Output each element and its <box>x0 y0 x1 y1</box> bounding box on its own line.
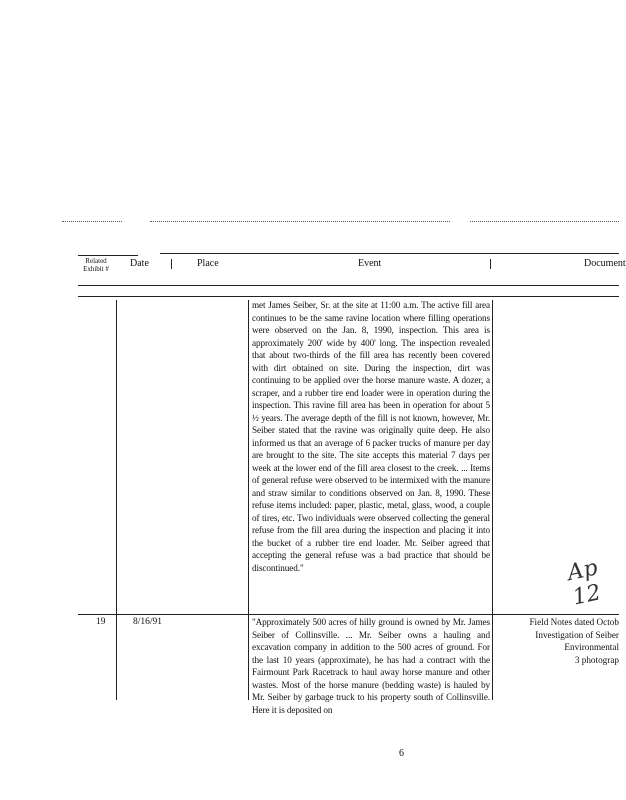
header-dotted-rule-left <box>62 221 122 222</box>
header-bottom-rule-2 <box>78 296 619 297</box>
header-tick-1 <box>171 259 172 269</box>
row-2-event-text: "Approximately 500 acres of hilly ground is owned by Mr. James Seiber of Collinsville. ... Mr. Seiber owns a hauling and excavation company in addition to the 500 acres of ground. For the last 10 years (approximate), he has had a contract with the Fairmount Park Racetrack to haul away horse manure and other wastes. Most of the horse manure (bedding waste) is hauled by Mr. Seiber by garbage truck to his property south of Collinsville. Here it is deposited on <box>252 617 490 715</box>
header-exhibit-label: Related Exhibit # <box>83 257 109 273</box>
header-top-rule-left <box>78 255 138 256</box>
header-event-label: Event <box>358 258 382 269</box>
column-rule-event-right <box>492 300 493 700</box>
header-date-label: Date <box>130 258 149 269</box>
page-number: 6 <box>399 748 404 759</box>
header-bottom-rule <box>78 285 619 286</box>
row-2-document-text: Field Notes dated Octob Investigation of Seiber Environmental 3 photograp <box>529 617 619 665</box>
header-document-label: Document <box>584 258 626 269</box>
header-tick-2 <box>490 259 491 269</box>
header-top-rule <box>160 253 619 254</box>
column-rule-place-left <box>248 300 249 700</box>
column-rule-exhibit <box>116 300 117 700</box>
header-dotted-rule-mid <box>150 221 450 222</box>
row-separator <box>78 614 619 615</box>
header-dotted-rule-right <box>470 221 619 222</box>
row-1-event-text: met James Seiber, Sr. at the site at 11:00 a.m. The active fill area continues to be the same ravine location where filling operations were observed on the Jan. 8, 1990, inspection. This area is approximately 200' wide by 400' long. The inspection revealed that about two-thirds of the fill area has recently been covered with dirt obtained on site. During the inspection, dirt was continuing to be applied over the horse manure waste. A dozer, a scraper, and a rubber tire end loader were in operation during the inspection. This ravine fill area has been in operation for about 5 ½ years. The average depth of the fill is not known, however, Mr. Seiber stated that the ravine was originally quite deep. He also informed us that an average of 6 packer trucks of manure per day are brought to the site. The site accepts this material 7 days per week at the lower end of the fill area closest to the creek. ... Items of general refuse were observed to be intermixed with the manure and straw similar to conditions observed on Jan. 8, 1990. These refuse items included: paper, plastic, metal, glass, wood, a couple of tires, etc. Two individuals were observed collecting the general refuse from the fill area during the inspection and placing it into the bucket of a rubber tire end loader. Mr. Seiber agreed that accepting the general refuse was a bad practice that should be discontinued." <box>252 300 490 573</box>
row-2-number: 19 <box>96 617 106 627</box>
header-place-label: Place <box>197 258 219 269</box>
handwritten-signature: Ap 12 <box>565 555 604 611</box>
row-2-date: 8/16/91 <box>133 617 163 627</box>
